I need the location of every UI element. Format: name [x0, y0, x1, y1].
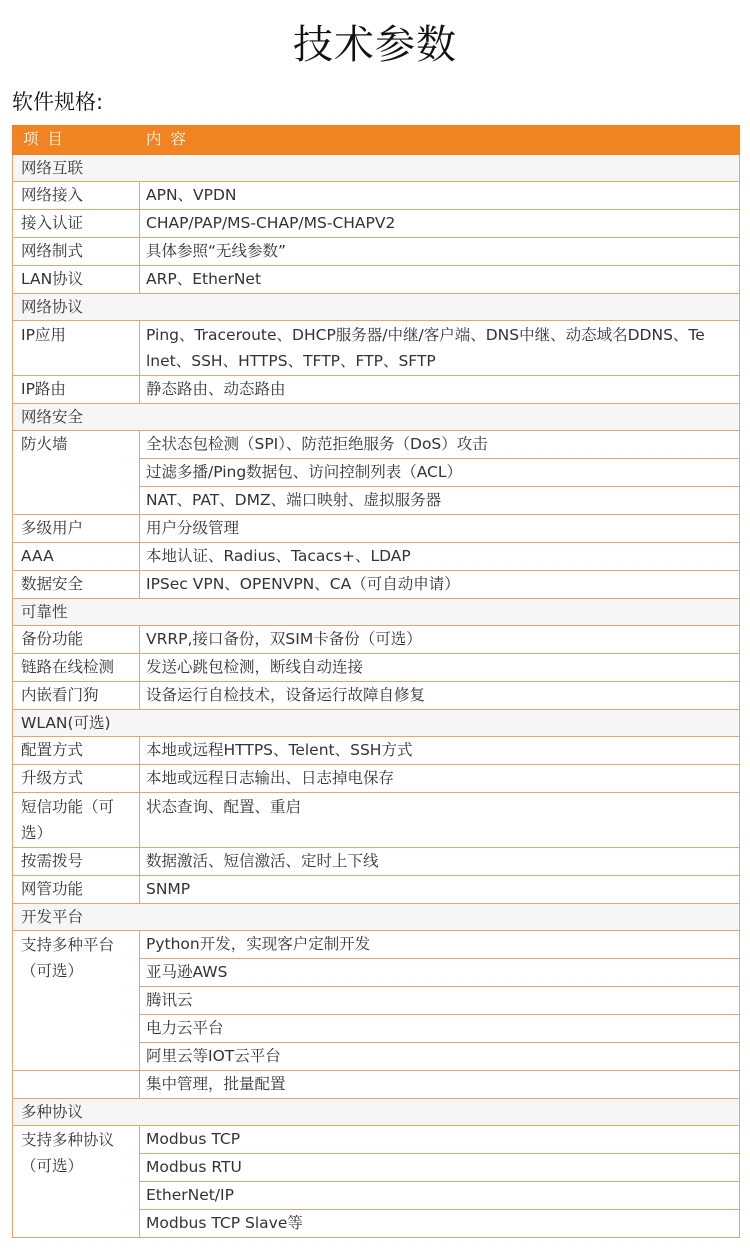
row-content: IPSec VPN、OPENVPN、CA（可自动申请）	[140, 571, 740, 599]
section-subtitle: 软件规格:	[12, 90, 104, 114]
table-row	[13, 238, 740, 266]
row-item: 网络接入	[13, 182, 140, 210]
table-row	[13, 876, 740, 904]
row-item: 防火墙	[13, 431, 140, 515]
row-content: Modbus TCP Slave等	[140, 1210, 740, 1238]
row-item: LAN协议	[13, 266, 140, 294]
table-row	[13, 210, 740, 238]
table-row	[13, 1126, 740, 1154]
section-title: 可靠性	[13, 599, 740, 626]
header-item: 项 目	[13, 126, 140, 155]
row-item: 支持多种平台（可选）	[13, 931, 140, 1071]
section-row	[13, 599, 740, 626]
row-item: 内嵌看门狗	[13, 682, 140, 710]
section-title: 网络协议	[13, 294, 740, 321]
section-row	[13, 404, 740, 431]
spec-table	[12, 125, 740, 1238]
section-title: 网络安全	[13, 404, 740, 431]
row-content: Modbus TCP	[140, 1126, 740, 1154]
row-content: NAT、PAT、DMZ、端口映射、虚拟服务器	[140, 487, 740, 515]
table-row	[13, 376, 740, 404]
row-content: 腾讯云	[140, 987, 740, 1015]
row-content: 发送心跳包检测，断线自动连接	[140, 654, 740, 682]
row-content: 亚马逊AWS	[140, 959, 740, 987]
row-content: 具体参照“无线参数”	[140, 238, 740, 266]
row-content: 电力云平台	[140, 1015, 740, 1043]
row-content: 设备运行自检技术，设备运行故障自修复	[140, 682, 740, 710]
row-item: 按需拨号	[13, 848, 140, 876]
section-title: 网络互联	[13, 155, 740, 182]
table-row	[13, 431, 740, 459]
row-item	[13, 1071, 140, 1099]
table-row	[13, 321, 740, 376]
row-content: 本地或远程日志输出、日志掉电保存	[140, 765, 740, 793]
row-item: 备份功能	[13, 626, 140, 654]
row-content: EtherNet/IP	[140, 1182, 740, 1210]
row-content: 状态查询、配置、重启	[140, 793, 740, 848]
row-content: APN、VPDN	[140, 182, 740, 210]
page-title: 技术参数	[293, 22, 457, 68]
table-row	[13, 626, 740, 654]
section-title: WLAN(可选)	[13, 710, 740, 737]
row-content: ARP、EtherNet	[140, 266, 740, 294]
table-row	[13, 515, 740, 543]
table-row	[13, 266, 740, 294]
row-item: 升级方式	[13, 765, 140, 793]
row-item: 接入认证	[13, 210, 140, 238]
row-item: 网管功能	[13, 876, 140, 904]
row-content: 全状态包检测（SPI）、防范拒绝服务（DoS）攻击	[140, 431, 740, 459]
row-content: 阿里云等IOT云平台	[140, 1043, 740, 1071]
table-row	[13, 931, 740, 959]
row-content: Ping、Traceroute、DHCP服务器/中继/客户端、DNS中继、动态域名DDNS、Telnet、SSH、HTTPS、TFTP、FTP、SFTP	[140, 321, 740, 376]
table-row	[13, 737, 740, 765]
row-content: VRRP,接口备份，双SIM卡备份（可选）	[140, 626, 740, 654]
row-content: 过滤多播/Ping数据包、访问控制列表（ACL）	[140, 459, 740, 487]
row-content: Python开发，实现客户定制开发	[140, 931, 740, 959]
table-row	[13, 793, 740, 848]
table-header-row	[13, 126, 740, 155]
row-content: 本地或远程HTTPS、Telent、SSH方式	[140, 737, 740, 765]
section-title: 开发平台	[13, 904, 740, 931]
table-row	[13, 654, 740, 682]
row-item: 链路在线检测	[13, 654, 140, 682]
section-row	[13, 904, 740, 931]
table-row	[13, 571, 740, 599]
table-row	[13, 543, 740, 571]
section-row	[13, 1099, 740, 1126]
row-item: 多级用户	[13, 515, 140, 543]
row-content: CHAP/PAP/MS-CHAP/MS-CHAPV2	[140, 210, 740, 238]
row-item: 配置方式	[13, 737, 140, 765]
row-content: Modbus RTU	[140, 1154, 740, 1182]
section-row	[13, 710, 740, 737]
row-content: 数据激活、短信激活、定时上下线	[140, 848, 740, 876]
section-row	[13, 155, 740, 182]
row-content: 静态路由、动态路由	[140, 376, 740, 404]
table-row	[13, 848, 740, 876]
section-row	[13, 294, 740, 321]
row-content: SNMP	[140, 876, 740, 904]
header-content: 内 容	[140, 126, 740, 155]
row-item: 短信功能（可选）	[13, 793, 140, 848]
table-row	[13, 682, 740, 710]
row-item: 网络制式	[13, 238, 140, 266]
row-item: IP路由	[13, 376, 140, 404]
table-row	[13, 182, 740, 210]
row-item: 数据安全	[13, 571, 140, 599]
table-row	[13, 765, 740, 793]
row-content: 用户分级管理	[140, 515, 740, 543]
row-content: 集中管理，批量配置	[140, 1071, 740, 1099]
table-row	[13, 1071, 740, 1099]
row-content: 本地认证、Radius、Tacacs+、LDAP	[140, 543, 740, 571]
row-item: AAA	[13, 543, 140, 571]
row-item: 支持多种协议（可选）	[13, 1126, 140, 1238]
section-title: 多种协议	[13, 1099, 740, 1126]
row-item: IP应用	[13, 321, 140, 376]
